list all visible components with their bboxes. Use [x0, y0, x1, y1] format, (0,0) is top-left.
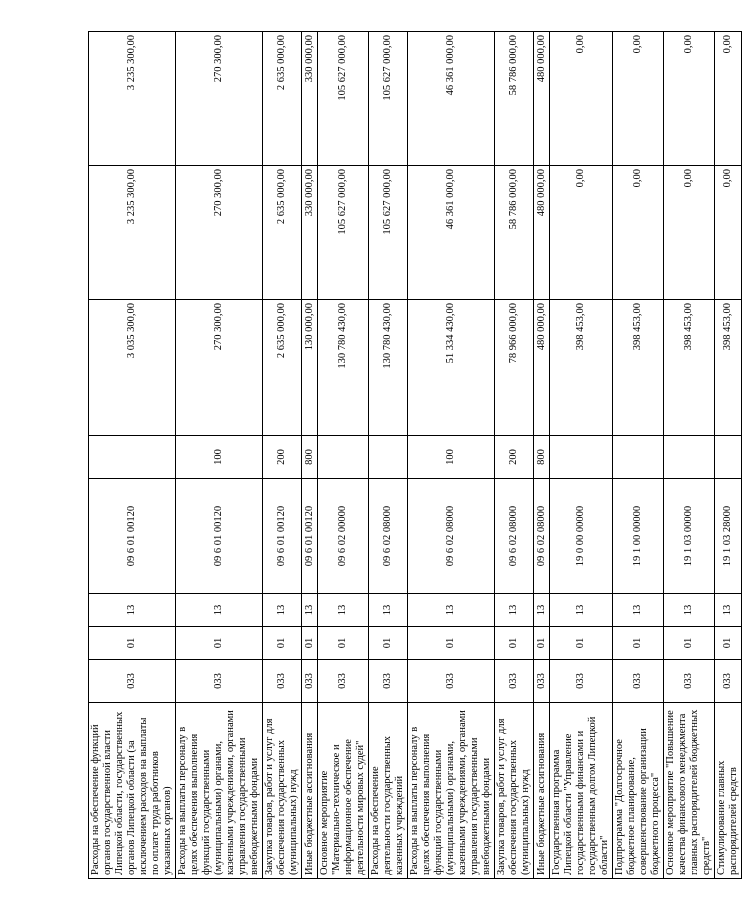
cell-grbs: 033 — [495, 660, 534, 703]
cell-grbs: 033 — [89, 660, 176, 703]
cell-section: 01 — [550, 627, 613, 660]
row-name: Расходы на обеспечение деятельности государственных казенных учреждений — [369, 703, 408, 879]
cell-amount-year3: 330 000,00 — [302, 32, 318, 166]
cell-section: 01 — [369, 627, 408, 660]
cell-subsection: 13 — [550, 594, 613, 627]
cell-subsection: 13 — [495, 594, 534, 627]
cell-grbs: 033 — [318, 660, 369, 703]
table-row — [176, 32, 263, 879]
cell-section: 01 — [176, 627, 263, 660]
row-name: Расходы на выплаты персоналу в целях обеспечения выполнения функций государственными (муниципальными) органами, казенными учреждениями, органами управления государственными внебюджетными фондами — [408, 703, 495, 879]
cell-amount-year1: 130 780 430,00 — [318, 300, 369, 436]
cell-grbs: 033 — [302, 660, 318, 703]
cell-target-article: 19 1 00 00000 — [613, 479, 664, 594]
budget-table — [88, 31, 742, 879]
cell-expense-type — [613, 436, 664, 479]
cell-amount-year1: 78 966 000,00 — [495, 300, 534, 436]
row-name: Иные бюджетные ассигнования — [302, 703, 318, 879]
cell-amount-year1: 2 635 000,00 — [263, 300, 302, 436]
cell-subsection: 13 — [318, 594, 369, 627]
cell-amount-year3: 3 235 300,00 — [89, 32, 176, 166]
cell-target-article: 19 0 00 00000 — [550, 479, 613, 594]
table-row — [715, 32, 742, 879]
cell-subsection: 13 — [408, 594, 495, 627]
cell-subsection: 13 — [534, 594, 550, 627]
cell-amount-year2: 2 635 000,00 — [263, 166, 302, 300]
cell-expense-type — [89, 436, 176, 479]
table-row — [613, 32, 664, 879]
cell-amount-year1: 480 000,00 — [534, 300, 550, 436]
cell-amount-year3: 0,00 — [715, 32, 742, 166]
cell-subsection: 13 — [263, 594, 302, 627]
cell-target-article: 09 6 02 08000 — [369, 479, 408, 594]
cell-target-article: 09 6 01 00120 — [263, 479, 302, 594]
cell-section: 01 — [302, 627, 318, 660]
cell-amount-year2: 0,00 — [550, 166, 613, 300]
cell-amount-year1: 398 453,00 — [613, 300, 664, 436]
cell-target-article: 09 6 01 00120 — [302, 479, 318, 594]
cell-amount-year1: 51 334 430,00 — [408, 300, 495, 436]
cell-expense-type — [664, 436, 715, 479]
cell-section: 01 — [495, 627, 534, 660]
cell-subsection: 13 — [715, 594, 742, 627]
cell-subsection: 13 — [664, 594, 715, 627]
table-row — [408, 32, 495, 879]
cell-grbs: 033 — [408, 660, 495, 703]
cell-amount-year3: 46 361 000,00 — [408, 32, 495, 166]
rotated-content — [88, 32, 739, 879]
cell-target-article: 09 6 02 08000 — [534, 479, 550, 594]
cell-target-article: 09 6 02 08000 — [495, 479, 534, 594]
table-row — [318, 32, 369, 879]
row-name: Основное мероприятие "Материально-техническое и информационное обеспечение деятельности мировых судей" — [318, 703, 369, 879]
cell-section: 01 — [408, 627, 495, 660]
cell-section: 01 — [263, 627, 302, 660]
table-row — [534, 32, 550, 879]
row-name: Расходы на обеспечение функций органов государственной власти Липецкой области, государственных органов Липецкой области (за исключением расходов на выплаты по оплате труда работников указанных органов) — [89, 703, 176, 879]
cell-amount-year2: 0,00 — [613, 166, 664, 300]
cell-section: 01 — [613, 627, 664, 660]
cell-expense-type: 100 — [408, 436, 495, 479]
row-name: Государственная программа Липецкой области "Управление государственными финансами и государственным долгом Липецкой области" — [550, 703, 613, 879]
cell-subsection: 13 — [302, 594, 318, 627]
table-row — [263, 32, 302, 879]
cell-amount-year3: 270 300,00 — [176, 32, 263, 166]
cell-subsection: 13 — [369, 594, 408, 627]
cell-grbs: 033 — [534, 660, 550, 703]
cell-expense-type: 200 — [263, 436, 302, 479]
cell-expense-type — [369, 436, 408, 479]
cell-section: 01 — [89, 627, 176, 660]
cell-amount-year2: 3 235 300,00 — [89, 166, 176, 300]
cell-grbs: 033 — [664, 660, 715, 703]
cell-expense-type: 800 — [534, 436, 550, 479]
cell-section: 01 — [664, 627, 715, 660]
row-name: Закупка товаров, работ и услуг для обеспечения государственных (муниципальных) нужд — [495, 703, 534, 879]
cell-target-article: 19 1 03 00000 — [664, 479, 715, 594]
cell-amount-year1: 270 300,00 — [176, 300, 263, 436]
cell-amount-year3: 0,00 — [613, 32, 664, 166]
cell-subsection: 13 — [176, 594, 263, 627]
cell-amount-year1: 130 000,00 — [302, 300, 318, 436]
cell-amount-year2: 105 627 000,00 — [318, 166, 369, 300]
cell-amount-year3: 0,00 — [664, 32, 715, 166]
cell-expense-type — [715, 436, 742, 479]
cell-amount-year1: 3 035 300,00 — [89, 300, 176, 436]
row-name: Стимулирование главных распорядителей средств — [715, 703, 742, 879]
cell-amount-year3: 2 635 000,00 — [263, 32, 302, 166]
cell-grbs: 033 — [176, 660, 263, 703]
cell-target-article: 19 1 03 28000 — [715, 479, 742, 594]
cell-amount-year2: 480 000,00 — [534, 166, 550, 300]
cell-expense-type — [318, 436, 369, 479]
cell-expense-type: 200 — [495, 436, 534, 479]
cell-amount-year3: 0,00 — [550, 32, 613, 166]
cell-amount-year3: 58 786 000,00 — [495, 32, 534, 166]
cell-amount-year2: 270 300,00 — [176, 166, 263, 300]
table-row — [550, 32, 613, 879]
cell-amount-year2: 46 361 000,00 — [408, 166, 495, 300]
rotated-page — [88, 32, 739, 879]
cell-expense-type — [550, 436, 613, 479]
row-name: Основное мероприятие "Повышение качества финансового менеджмента главных распорядителей бюджетных средств" — [664, 703, 715, 879]
table-row — [89, 32, 176, 879]
cell-expense-type: 100 — [176, 436, 263, 479]
cell-amount-year3: 105 627 000,00 — [318, 32, 369, 166]
cell-amount-year2: 105 627 000,00 — [369, 166, 408, 300]
row-name: Закупка товаров, работ и услуг для обеспечения государственных (муниципальных) нужд — [263, 703, 302, 879]
cell-target-article: 09 6 02 00000 — [318, 479, 369, 594]
table-row — [664, 32, 715, 879]
cell-subsection: 13 — [613, 594, 664, 627]
cell-amount-year1: 130 780 430,00 — [369, 300, 408, 436]
cell-section: 01 — [715, 627, 742, 660]
cell-amount-year1: 398 453,00 — [550, 300, 613, 436]
cell-target-article: 09 6 01 00120 — [176, 479, 263, 594]
cell-amount-year1: 398 453,00 — [664, 300, 715, 436]
cell-amount-year2: 0,00 — [715, 166, 742, 300]
cell-section: 01 — [534, 627, 550, 660]
cell-target-article: 09 6 01 00120 — [89, 479, 176, 594]
cell-amount-year3: 105 627 000,00 — [369, 32, 408, 166]
table-row — [369, 32, 408, 879]
cell-grbs: 033 — [369, 660, 408, 703]
cell-amount-year1: 398 453,00 — [715, 300, 742, 436]
row-name: Подпрограмма "Долгосрочное бюджетное планирование, совершенствование организации бюджетного процесса" — [613, 703, 664, 879]
cell-amount-year3: 480 000,00 — [534, 32, 550, 166]
cell-expense-type: 800 — [302, 436, 318, 479]
cell-grbs: 033 — [715, 660, 742, 703]
cell-target-article: 09 6 02 08000 — [408, 479, 495, 594]
cell-grbs: 033 — [550, 660, 613, 703]
row-name: Расходы на выплаты персоналу в целях обеспечения выполнения функций государственными (муниципальными) органами, казенными учреждениями, органами управления государственными внебюджетными фондами — [176, 703, 263, 879]
cell-amount-year2: 330 000,00 — [302, 166, 318, 300]
cell-section: 01 — [318, 627, 369, 660]
row-name: Иные бюджетные ассигнования — [534, 703, 550, 879]
cell-subsection: 13 — [89, 594, 176, 627]
table-row — [495, 32, 534, 879]
cell-grbs: 033 — [613, 660, 664, 703]
cell-amount-year2: 58 786 000,00 — [495, 166, 534, 300]
table-row — [302, 32, 318, 879]
cell-grbs: 033 — [263, 660, 302, 703]
table-body — [89, 32, 742, 879]
cell-amount-year2: 0,00 — [664, 166, 715, 300]
